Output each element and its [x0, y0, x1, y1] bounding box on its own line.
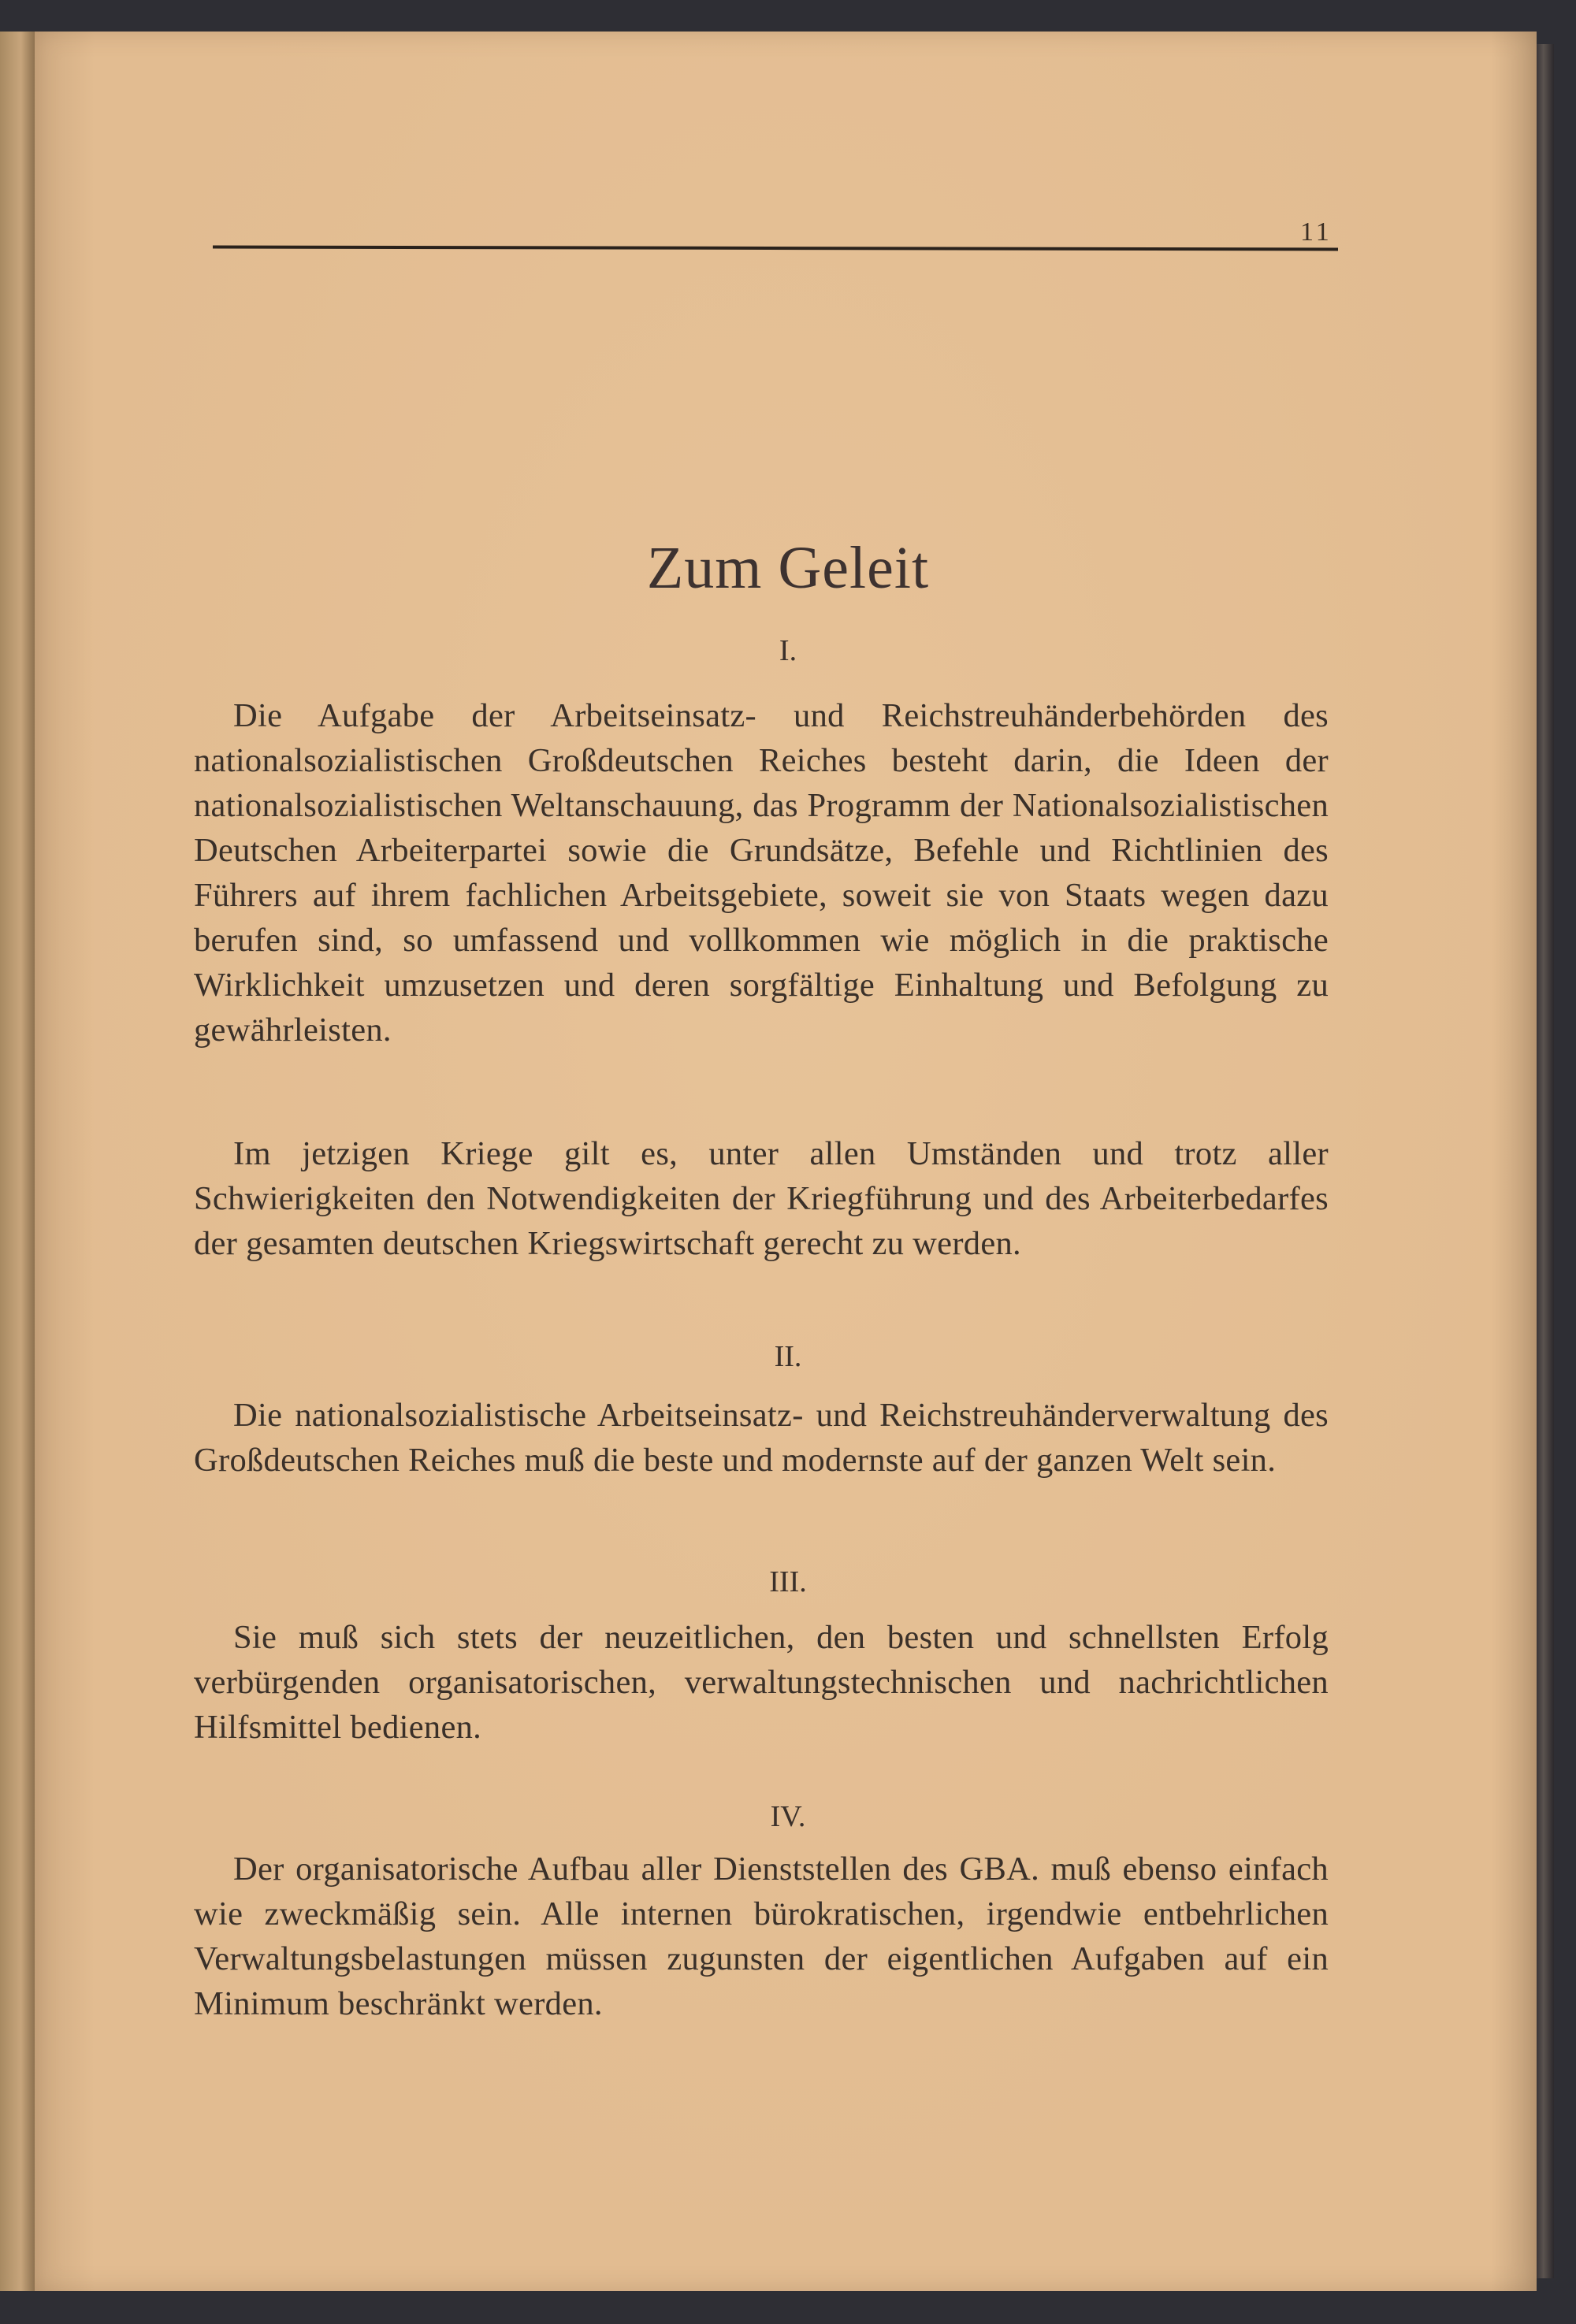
paragraph: Die nationalsozialistische Arbeitseinsatz- und Reichstreuhänderverwaltung des Großdeutschen Reiches muß die beste und modernste auf der ganzen Welt sein. [194, 1397, 1329, 1479]
section-numeral-3: III. [769, 1565, 807, 1598]
page-title: Zum Geleit [646, 535, 930, 601]
paragraph: Im jetzigen Kriege gilt es, unter allen Umständen und trotz aller Schwierigkeiten den Notwendigkeiten der Kriegführung und des Arbeiterbedarfes der gesamten deutschen Kriegswirtschaft gerecht zu werden. [194, 1135, 1329, 1262]
section-numeral-1: I. [779, 634, 797, 667]
paragraph: Der organisatorische Aufbau aller Dienststellen des GBA. muß ebenso einfach wie zweckmäßig sein. Alle internen bürokratischen, irgendwie entbehrlichen Verwaltungsbelastungen müssen zugunsten der eigentlichen Aufgaben auf ein Minimum beschränkt werden. [194, 1851, 1329, 2022]
page-block-edge [1537, 44, 1554, 2278]
section-numeral-2: II. [774, 1340, 802, 1373]
paragraph: Die Aufgabe der Arbeitseinsatz- und Reichstreuhänderbehörden des nationalsozialistischen Großdeutschen Reiches besteht darin, die Ideen der nationalsozialistischen Weltanschauung, das Programm der Nationalsozialistischen Deutschen Arbeiterpartei sowie die Grundsätze, Befehle und Richtlinien des Führers auf ihrem fachlichen Arbeitsgebiete, soweit sie von Staats wegen dazu berufen sind, so umfassend und vollkommen wie möglich in die praktische Wirklichkeit umzusetzen und deren sorgfältige Einhaltung und Befolgung zu gewährleisten. [194, 697, 1329, 1049]
page-number: 11 [1300, 217, 1333, 247]
paragraph: Sie muß sich stets der neuzeitlichen, den besten und schnellsten Erfolg verbürgenden organisatorischen, verwaltungstechnischen und nachrichtlichen Hilfsmittel bedienen. [194, 1619, 1329, 1746]
facing-page-edge [0, 32, 35, 2291]
section-numeral-4: IV. [770, 1800, 806, 1833]
